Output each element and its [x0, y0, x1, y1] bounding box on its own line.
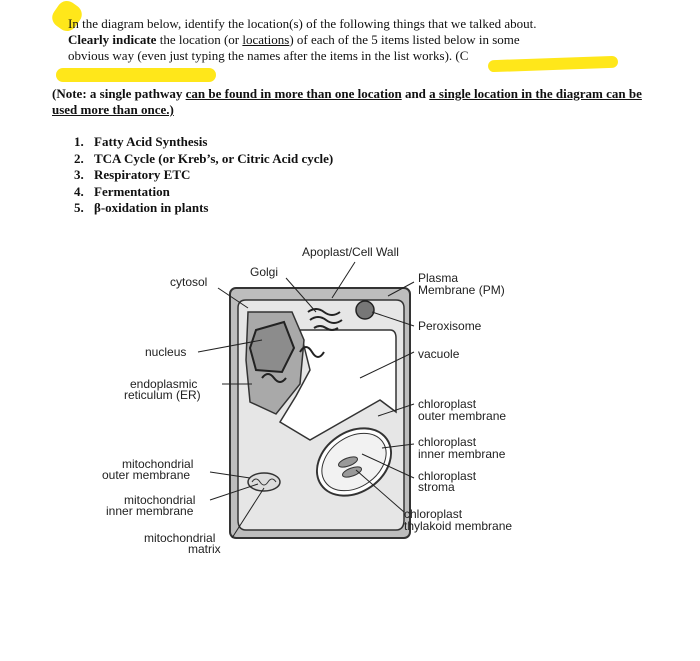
intro-line-3: obvious way (even just typing the names after the items in the list works). (C — [68, 48, 469, 63]
label-chl-inner-1: chloroplast — [418, 435, 477, 449]
intro-underline: locations — [242, 32, 290, 47]
label-mito-inner-2: inner membrane — [106, 504, 194, 518]
item-text: Fermentation — [94, 183, 170, 199]
label-chl-inner-2: inner membrane — [418, 447, 506, 461]
intro-line-1: In the diagram below, identify the location(s) of the following things that we talked about. — [68, 16, 537, 31]
label-er-2: reticulum (ER) — [124, 388, 201, 402]
item-text: Respiratory ETC — [94, 167, 191, 182]
label-vacuole: vacuole — [418, 347, 460, 361]
label-chl-thyl-1: chloroplast — [404, 507, 463, 521]
label-mito-outer-1: mitochondrial — [122, 457, 194, 471]
note-prefix: (Note: a single pathway — [52, 86, 186, 101]
label-chl-stroma-1: chloroplast — [418, 469, 477, 483]
item-number: 5. — [74, 200, 84, 215]
item-text: TCA Cycle (or Kreb’s, or Citric Acid cycle) — [94, 150, 334, 166]
item-number: 2. — [74, 150, 84, 166]
label-mito-inner-1: mitochondrial — [124, 493, 196, 507]
label-pm-1: Plasma — [418, 271, 459, 285]
label-apoplast: Apoplast/Cell Wall — [302, 245, 399, 259]
label-pm-2: Membrane (PM) — [418, 283, 505, 297]
label-nucleus: nucleus — [145, 345, 187, 359]
label-mito-matrix-1: mitochondrial — [144, 531, 216, 545]
note-mid: and — [401, 86, 430, 101]
peroxisome — [356, 301, 374, 319]
label-er-1: endoplasmic — [130, 377, 198, 391]
note-underline-1: can be found in more than one location — [185, 86, 402, 101]
label-golgi: Golgi — [250, 265, 279, 279]
intro-text-b: ) of each of the 5 items listed below in some — [289, 32, 520, 47]
label-chl-stroma-2: stroma — [418, 480, 455, 494]
label-mito-matrix-2: matrix — [188, 542, 221, 556]
item-number: 3. — [74, 167, 84, 182]
label-mito-outer-2: outer membrane — [102, 468, 191, 482]
intro-text-a: the location (or — [156, 32, 243, 47]
label-chl-outer-1: chloroplast — [418, 397, 477, 411]
label-cytosol: cytosol — [170, 275, 208, 289]
item-number: 1. — [74, 134, 84, 149]
intro-bold: Clearly indicate — [68, 32, 157, 47]
label-peroxisome: Peroxisome — [418, 319, 482, 333]
note-underline-2: a single location in the diagram can be used more than once.) — [52, 86, 642, 117]
item-text: Fatty Acid Synthesis — [94, 134, 208, 149]
label-chl-thyl-2: thylakoid membrane — [404, 519, 513, 533]
item-number: 4. — [74, 183, 84, 199]
label-chl-outer-2: outer membrane — [418, 409, 507, 423]
item-text: β-oxidation in plants — [94, 200, 209, 215]
